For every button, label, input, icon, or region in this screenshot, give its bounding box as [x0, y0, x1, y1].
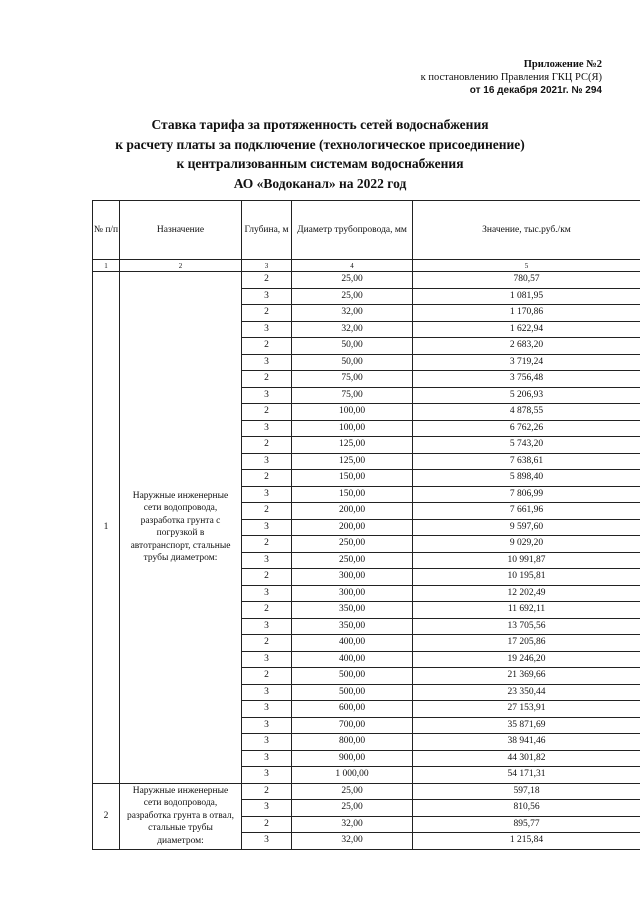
group-description: Наружные инженерные сети водопровода, разработка грунта в отвал, стальные трубы диаметром:: [120, 783, 242, 849]
value-cell: 23 350,44: [413, 684, 640, 701]
depth-cell: 3: [242, 618, 292, 635]
diameter-cell: 32,00: [292, 816, 413, 833]
value-cell: 7 661,96: [413, 503, 640, 520]
depth-cell: 3: [242, 684, 292, 701]
depth-cell: 3: [242, 420, 292, 437]
diameter-cell: 50,00: [292, 354, 413, 371]
depth-cell: 3: [242, 321, 292, 338]
depth-cell: 2: [242, 437, 292, 454]
value-cell: 5 206,93: [413, 387, 640, 404]
diameter-cell: 75,00: [292, 387, 413, 404]
title-line-3: к централизованным системам водоснабжения: [176, 156, 464, 171]
colnum-5: 5: [413, 260, 640, 272]
depth-cell: 2: [242, 338, 292, 355]
diameter-cell: 350,00: [292, 618, 413, 635]
diameter-cell: 1 000,00: [292, 767, 413, 784]
tariff-table: [92, 200, 640, 850]
appendix-title: Приложение №2: [523, 59, 602, 70]
diameter-cell: 150,00: [292, 470, 413, 487]
table-row: [93, 783, 640, 800]
value-cell: 11 692,11: [413, 602, 640, 619]
colnum-4: 4: [292, 260, 413, 272]
diameter-cell: 900,00: [292, 750, 413, 767]
diameter-cell: 400,00: [292, 651, 413, 668]
document-title: [0, 115, 640, 193]
table-header-row: [93, 201, 640, 260]
value-cell: 597,18: [413, 783, 640, 800]
diameter-cell: 500,00: [292, 668, 413, 685]
diameter-cell: 25,00: [292, 288, 413, 305]
depth-cell: 3: [242, 767, 292, 784]
depth-cell: 3: [242, 288, 292, 305]
depth-cell: 3: [242, 701, 292, 718]
value-cell: 27 153,91: [413, 701, 640, 718]
diameter-cell: 75,00: [292, 371, 413, 388]
header-value: Значение, тыс.руб./км: [413, 201, 640, 260]
value-cell: 895,77: [413, 816, 640, 833]
value-cell: 3 719,24: [413, 354, 640, 371]
value-cell: 810,56: [413, 800, 640, 817]
diameter-cell: 600,00: [292, 701, 413, 718]
appendix-block: [421, 58, 602, 97]
value-cell: 1 170,86: [413, 305, 640, 322]
diameter-cell: 32,00: [292, 305, 413, 322]
depth-cell: 2: [242, 602, 292, 619]
value-cell: 54 171,31: [413, 767, 640, 784]
diameter-cell: 25,00: [292, 783, 413, 800]
diameter-cell: 250,00: [292, 536, 413, 553]
diameter-cell: 150,00: [292, 486, 413, 503]
value-cell: 1 622,94: [413, 321, 640, 338]
appendix-date: от 16 декабря 2021г. № 294: [469, 85, 602, 96]
diameter-cell: 500,00: [292, 684, 413, 701]
depth-cell: 3: [242, 552, 292, 569]
value-cell: 6 762,26: [413, 420, 640, 437]
diameter-cell: 400,00: [292, 635, 413, 652]
title-line-1: Ставка тарифа за протяженность сетей водоснабжения: [151, 117, 489, 132]
diameter-cell: 100,00: [292, 420, 413, 437]
depth-cell: 3: [242, 750, 292, 767]
depth-cell: 3: [242, 387, 292, 404]
diameter-cell: 350,00: [292, 602, 413, 619]
title-line-2: к расчету платы за подключение (технологическое присоединение): [115, 136, 525, 152]
diameter-cell: 125,00: [292, 437, 413, 454]
diameter-cell: 800,00: [292, 734, 413, 751]
appendix-resolution: к постановлению Правления ГКЦ РС(Я): [420, 72, 602, 83]
diameter-cell: 100,00: [292, 404, 413, 421]
diameter-cell: 300,00: [292, 569, 413, 586]
depth-cell: 2: [242, 404, 292, 421]
value-cell: 35 871,69: [413, 717, 640, 734]
value-cell: 5 743,20: [413, 437, 640, 454]
colnum-1: 1: [93, 260, 120, 272]
table-row: [93, 272, 640, 289]
title-line-4: АО «Водоканал» на 2022 год: [233, 175, 407, 191]
diameter-cell: 200,00: [292, 503, 413, 520]
depth-cell: 2: [242, 569, 292, 586]
depth-cell: 3: [242, 354, 292, 371]
diameter-cell: 32,00: [292, 321, 413, 338]
depth-cell: 3: [242, 486, 292, 503]
value-cell: 7 638,61: [413, 453, 640, 470]
depth-cell: 2: [242, 635, 292, 652]
value-cell: 5 898,40: [413, 470, 640, 487]
depth-cell: 2: [242, 305, 292, 322]
group-number: 2: [93, 783, 120, 849]
value-cell: 21 369,66: [413, 668, 640, 685]
depth-cell: 3: [242, 717, 292, 734]
diameter-cell: 25,00: [292, 272, 413, 289]
column-number-row: [93, 260, 640, 272]
value-cell: 10 195,81: [413, 569, 640, 586]
diameter-cell: 25,00: [292, 800, 413, 817]
depth-cell: 3: [242, 519, 292, 536]
group-description: Наружные инженерные сети водопровода, разработка грунта с погрузкой в автотранспорт, стальные трубы диаметром:: [120, 272, 242, 784]
header-purpose: Назначение: [120, 201, 242, 260]
value-cell: 19 246,20: [413, 651, 640, 668]
diameter-cell: 125,00: [292, 453, 413, 470]
depth-cell: 2: [242, 272, 292, 289]
depth-cell: 2: [242, 470, 292, 487]
value-cell: 17 205,86: [413, 635, 640, 652]
value-cell: 780,57: [413, 272, 640, 289]
value-cell: 44 301,82: [413, 750, 640, 767]
value-cell: 10 991,87: [413, 552, 640, 569]
value-cell: 38 941,46: [413, 734, 640, 751]
diameter-cell: 250,00: [292, 552, 413, 569]
depth-cell: 3: [242, 833, 292, 850]
depth-cell: 3: [242, 651, 292, 668]
depth-cell: 3: [242, 453, 292, 470]
value-cell: 13 705,56: [413, 618, 640, 635]
header-num: № п/п: [93, 201, 120, 260]
diameter-cell: 50,00: [292, 338, 413, 355]
colnum-2: 2: [120, 260, 242, 272]
depth-cell: 2: [242, 816, 292, 833]
group-number: 1: [93, 272, 120, 784]
depth-cell: 2: [242, 536, 292, 553]
value-cell: 3 756,48: [413, 371, 640, 388]
depth-cell: 2: [242, 371, 292, 388]
value-cell: 12 202,49: [413, 585, 640, 602]
diameter-cell: 700,00: [292, 717, 413, 734]
diameter-cell: 32,00: [292, 833, 413, 850]
diameter-cell: 200,00: [292, 519, 413, 536]
header-diameter: Диаметр трубопровода, мм: [292, 201, 413, 260]
header-depth: Глубина, м: [242, 201, 292, 260]
diameter-cell: 300,00: [292, 585, 413, 602]
value-cell: 9 029,20: [413, 536, 640, 553]
value-cell: 2 683,20: [413, 338, 640, 355]
colnum-3: 3: [242, 260, 292, 272]
depth-cell: 3: [242, 800, 292, 817]
value-cell: 7 806,99: [413, 486, 640, 503]
value-cell: 9 597,60: [413, 519, 640, 536]
depth-cell: 3: [242, 734, 292, 751]
value-cell: 1 081,95: [413, 288, 640, 305]
depth-cell: 2: [242, 783, 292, 800]
value-cell: 1 215,84: [413, 833, 640, 850]
depth-cell: 2: [242, 668, 292, 685]
depth-cell: 3: [242, 585, 292, 602]
value-cell: 4 878,55: [413, 404, 640, 421]
depth-cell: 2: [242, 503, 292, 520]
